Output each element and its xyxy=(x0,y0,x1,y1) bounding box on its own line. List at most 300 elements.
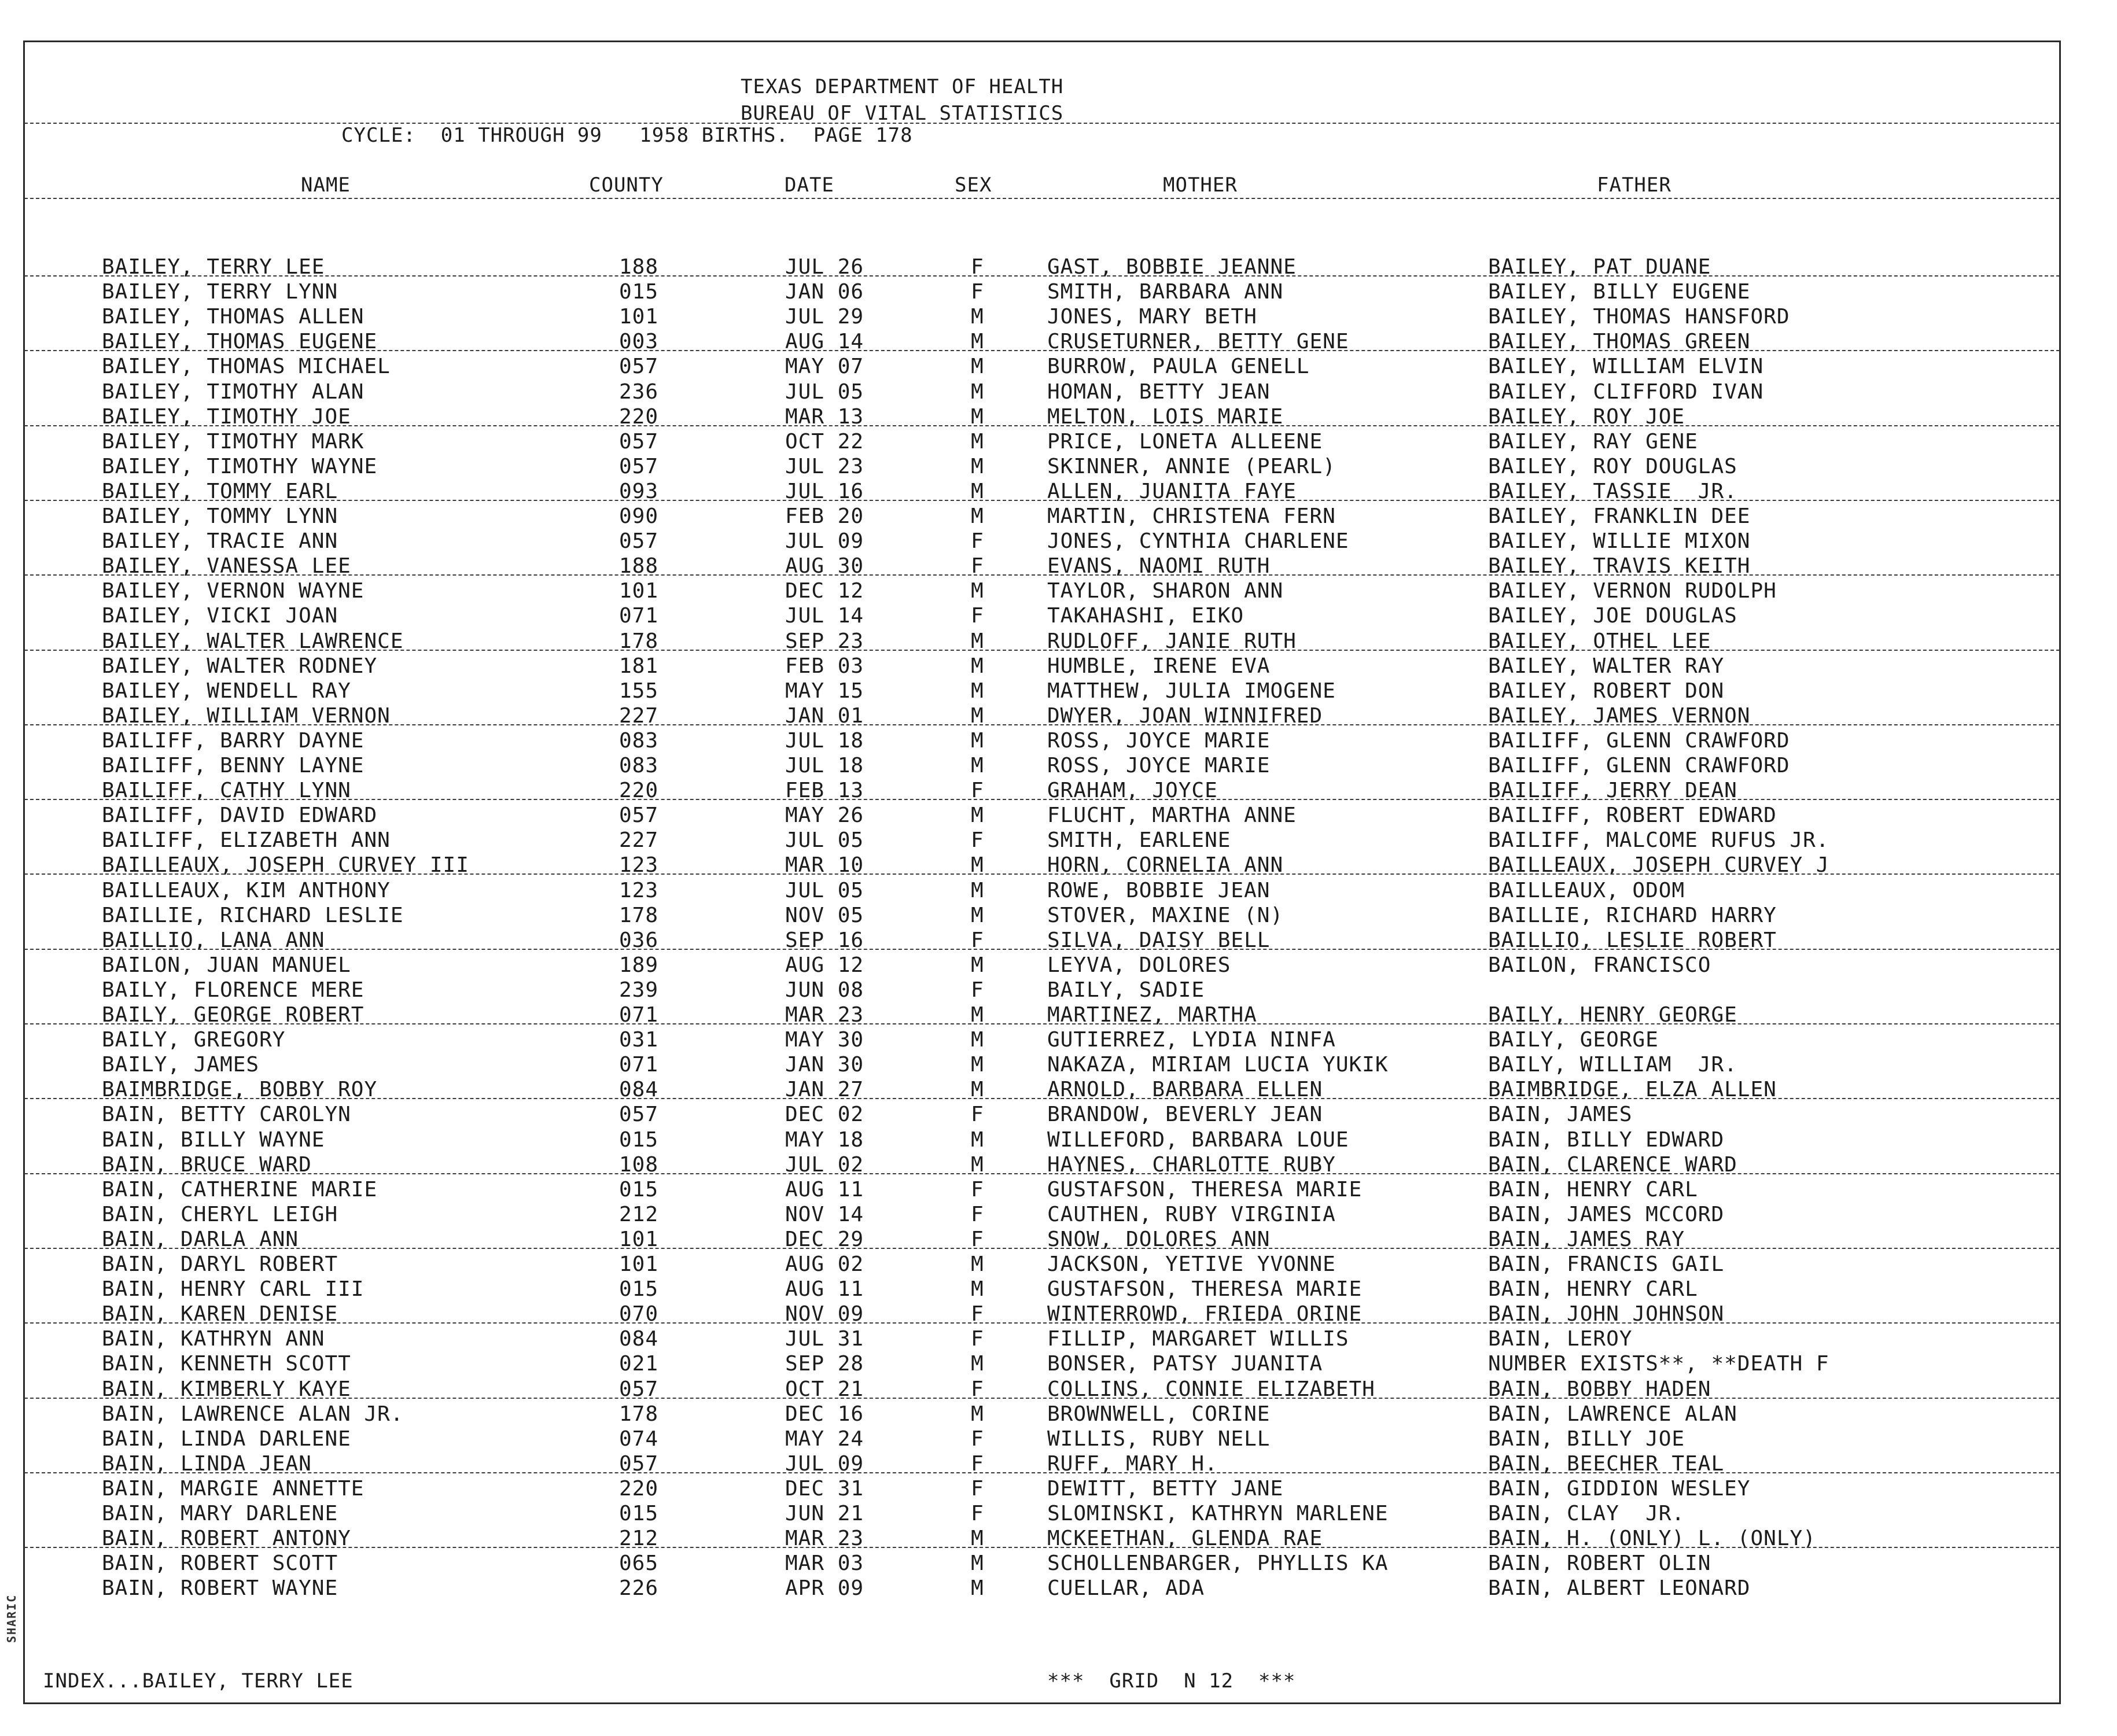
record-father: BAIN, HENRY CARL xyxy=(1488,1178,1698,1201)
record-sex: F xyxy=(971,280,984,304)
record-name: BAIN, KAREN DENISE xyxy=(102,1302,338,1326)
record-mother: WINTERROWD, FRIEDA ORINE xyxy=(1047,1302,1363,1326)
record-date: AUG 02 xyxy=(785,1252,864,1276)
column-header-date: DATE xyxy=(785,174,834,197)
record-date: SEP 28 xyxy=(785,1352,864,1376)
record-mother: ROSS, JOYCE MARIE xyxy=(1047,754,1271,777)
record-father: BAIN, BEECHER TEAL xyxy=(1488,1452,1725,1476)
record-name: BAIN, KIMBERLY KAYE xyxy=(102,1377,351,1401)
table-row xyxy=(0,1302,2117,1326)
record-mother: BURROW, PAULA GENELL xyxy=(1047,355,1310,378)
record-county: 071 xyxy=(619,1053,659,1077)
record-date: NOV 05 xyxy=(785,904,864,927)
record-father: BAILY, WILLIAM JR. xyxy=(1488,1053,1737,1077)
record-father: BAILEY, ROBERT DON xyxy=(1488,679,1725,703)
record-father: BAILEY, THOMAS GREEN xyxy=(1488,330,1751,353)
record-date: NOV 09 xyxy=(785,1302,864,1326)
record-county: 178 xyxy=(619,629,659,653)
record-name: BAIN, BETTY CAROLYN xyxy=(102,1103,351,1126)
record-sex: M xyxy=(971,305,984,329)
record-date: MAY 26 xyxy=(785,804,864,827)
table-row xyxy=(0,1177,2117,1202)
record-date: JAN 27 xyxy=(785,1078,864,1101)
table-row xyxy=(0,778,2117,803)
record-sex: M xyxy=(971,1352,984,1376)
record-mother: ROWE, BOBBIE JEAN xyxy=(1047,879,1271,902)
record-father: BAILEY, JOE DOUGLAS xyxy=(1488,604,1737,628)
record-sex: M xyxy=(971,904,984,927)
record-date: MAY 15 xyxy=(785,679,864,703)
record-sex: F xyxy=(971,1427,984,1451)
record-date: JUL 14 xyxy=(785,604,864,628)
record-father: BAILY, HENRY GEORGE xyxy=(1488,1003,1737,1027)
table-row xyxy=(0,1102,2117,1127)
row-rule xyxy=(24,275,2060,277)
record-sex: M xyxy=(971,405,984,429)
record-father: BAILY, GEORGE xyxy=(1488,1028,1659,1052)
record-name: BAIN, LINDA JEAN xyxy=(102,1452,312,1476)
record-county: 057 xyxy=(619,1103,659,1126)
record-sex: M xyxy=(971,1153,984,1177)
record-sex: F xyxy=(971,1103,984,1126)
record-father: BAIN, JAMES RAY xyxy=(1488,1228,1685,1251)
record-mother: GAST, BOBBIE JEANNE xyxy=(1047,255,1297,279)
record-county: 003 xyxy=(619,330,659,353)
record-father: NUMBER EXISTS**, **DEATH F xyxy=(1488,1352,1829,1376)
record-mother: JONES, CYNTHIA CHARLENE xyxy=(1047,529,1349,553)
record-date: MAR 03 xyxy=(785,1551,864,1575)
record-sex: M xyxy=(971,1028,984,1052)
record-county: 015 xyxy=(619,1128,659,1152)
record-date: DEC 29 xyxy=(785,1228,864,1251)
record-mother: CAUTHEN, RUBY VIRGINIA xyxy=(1047,1203,1336,1226)
table-row xyxy=(0,878,2117,903)
row-rule xyxy=(24,574,2060,576)
record-sex: M xyxy=(971,629,984,653)
record-date: JUL 02 xyxy=(785,1153,864,1177)
record-county: 220 xyxy=(619,779,659,802)
record-name: BAILY, FLORENCE MERE xyxy=(102,978,365,1002)
record-mother: JACKSON, YETIVE YVONNE xyxy=(1047,1252,1336,1276)
record-sex: F xyxy=(971,1477,984,1501)
record-mother: SILVA, DAISY BELL xyxy=(1047,928,1271,952)
record-father: BAIN, CLARENCE WARD xyxy=(1488,1153,1737,1177)
table-row xyxy=(0,429,2117,454)
table-row xyxy=(0,953,2117,978)
record-sex: F xyxy=(971,828,984,852)
record-sex: M xyxy=(971,1527,984,1550)
record-father: BAIN, BOBBY HADEN xyxy=(1488,1377,1711,1401)
record-name: BAIN, BRUCE WARD xyxy=(102,1153,312,1177)
record-county: 188 xyxy=(619,554,659,578)
record-mother: MARTIN, CHRISTENA FERN xyxy=(1047,504,1336,528)
record-mother: MELTON, LOIS MARIE xyxy=(1047,405,1284,429)
record-sex: M xyxy=(971,330,984,353)
record-county: 057 xyxy=(619,804,659,827)
record-date: JUN 08 xyxy=(785,978,864,1002)
record-mother: WILLEFORD, BARBARA LOUE xyxy=(1047,1128,1349,1152)
record-county: 189 xyxy=(619,953,659,977)
record-name: BAILEY, THOMAS EUGENE xyxy=(102,330,378,353)
record-father: BAILEY, RAY GENE xyxy=(1488,430,1698,454)
record-mother: PRICE, LONETA ALLEENE xyxy=(1047,430,1323,454)
row-rule xyxy=(24,350,2060,351)
table-row xyxy=(0,1326,2117,1351)
row-rule xyxy=(24,1322,2060,1324)
table-row xyxy=(0,1077,2117,1102)
column-header-name: NAME xyxy=(301,174,351,197)
record-date: JUL 05 xyxy=(785,879,864,902)
table-row xyxy=(0,454,2117,479)
record-county: 188 xyxy=(619,255,659,279)
record-father: BAIMBRIDGE, ELZA ALLEN xyxy=(1488,1078,1777,1101)
record-father: BAILIFF, ROBERT EDWARD xyxy=(1488,804,1777,827)
record-father: BAILIFF, GLENN CRAWFORD xyxy=(1488,754,1790,777)
record-name: BAILLEAUX, KIM ANTHONY xyxy=(102,879,391,902)
record-sex: M xyxy=(971,1277,984,1301)
record-name: BAILEY, WALTER RODNEY xyxy=(102,654,378,678)
table-row xyxy=(0,828,2117,853)
record-father: BAIN, JOHN JOHNSON xyxy=(1488,1302,1725,1326)
record-county: 071 xyxy=(619,604,659,628)
record-father: BAIN, H. (ONLY) L. (ONLY) xyxy=(1488,1527,1816,1550)
record-father: BAILIFF, MALCOME RUFUS JR. xyxy=(1488,828,1829,852)
record-date: JUL 18 xyxy=(785,729,864,753)
record-father: BAILEY, FRANKLIN DEE xyxy=(1488,504,1751,528)
record-mother: BRANDOW, BEVERLY JEAN xyxy=(1047,1103,1323,1126)
record-father: BAILEY, CLIFFORD IVAN xyxy=(1488,380,1764,404)
table-row xyxy=(0,1027,2117,1052)
record-county: 101 xyxy=(619,1228,659,1251)
table-row xyxy=(0,329,2117,354)
record-name: BAILIFF, BENNY LAYNE xyxy=(102,754,365,777)
record-mother: WILLIS, RUBY NELL xyxy=(1047,1427,1271,1451)
header-subtitle: BUREAU OF VITAL STATISTICS xyxy=(741,102,1064,125)
record-sex: M xyxy=(971,1576,984,1600)
record-name: BAIN, CHERYL LEIGH xyxy=(102,1203,338,1226)
record-mother: LEYVA, DOLORES xyxy=(1047,953,1231,977)
record-name: BAILY, GREGORY xyxy=(102,1028,286,1052)
record-sex: M xyxy=(971,1128,984,1152)
record-date: JAN 30 xyxy=(785,1053,864,1077)
record-date: MAR 13 xyxy=(785,405,864,429)
record-mother: TAYLOR, SHARON ANN xyxy=(1047,579,1284,603)
record-father: BAILEY, PAT DUANE xyxy=(1488,255,1711,279)
record-father: BAILEY, TRAVIS KEITH xyxy=(1488,554,1751,578)
record-father: BAILEY, WALTER RAY xyxy=(1488,654,1725,678)
record-mother: COLLINS, CONNIE ELIZABETH xyxy=(1047,1377,1375,1401)
record-date: DEC 02 xyxy=(785,1103,864,1126)
table-row xyxy=(0,1052,2117,1077)
row-rule xyxy=(24,1098,2060,1099)
record-county: 071 xyxy=(619,1003,659,1027)
record-county: 227 xyxy=(619,828,659,852)
record-father: BAILEY, VERNON RUDOLPH xyxy=(1488,579,1777,603)
record-mother: EVANS, NAOMI RUTH xyxy=(1047,554,1271,578)
record-date: JUL 26 xyxy=(785,255,864,279)
column-header-mother: MOTHER xyxy=(1163,174,1238,197)
record-county: 057 xyxy=(619,355,659,378)
table-row xyxy=(0,1377,2117,1402)
record-father: BAIN, ALBERT LEONARD xyxy=(1488,1576,1751,1600)
table-row xyxy=(0,255,2117,279)
row-rule xyxy=(24,1547,2060,1548)
record-date: FEB 20 xyxy=(785,504,864,528)
record-sex: F xyxy=(971,978,984,1002)
record-date: AUG 12 xyxy=(785,953,864,977)
table-row xyxy=(0,1576,2117,1601)
row-rule xyxy=(24,1398,2060,1399)
record-sex: M xyxy=(971,1078,984,1101)
record-mother: HOMAN, BETTY JEAN xyxy=(1047,380,1271,404)
record-county: 212 xyxy=(619,1203,659,1226)
record-date: MAR 23 xyxy=(785,1527,864,1550)
record-father: BAILIFF, GLENN CRAWFORD xyxy=(1488,729,1790,753)
record-sex: M xyxy=(971,380,984,404)
record-name: BAILEY, VICKI JOAN xyxy=(102,604,338,628)
record-county: 070 xyxy=(619,1302,659,1326)
record-sex: M xyxy=(971,704,984,728)
record-father: BAIN, FRANCIS GAIL xyxy=(1488,1252,1725,1276)
table-row xyxy=(0,1427,2117,1451)
record-father: BAILLEAUX, ODOM xyxy=(1488,879,1685,902)
row-rule xyxy=(24,799,2060,800)
record-name: BAILY, JAMES xyxy=(102,1053,260,1077)
record-name: BAILEY, TIMOTHY JOE xyxy=(102,405,351,429)
table-row xyxy=(0,978,2117,1002)
record-name: BAIN, ROBERT SCOTT xyxy=(102,1551,338,1575)
table-row xyxy=(0,654,2117,679)
record-county: 220 xyxy=(619,1477,659,1501)
record-date: JUL 29 xyxy=(785,305,864,329)
record-sex: F xyxy=(971,928,984,952)
record-name: BAIN, CATHERINE MARIE xyxy=(102,1178,378,1201)
record-sex: F xyxy=(971,255,984,279)
record-name: BAILIFF, DAVID EDWARD xyxy=(102,804,378,827)
record-mother: HORN, CORNELIA ANN xyxy=(1047,853,1284,877)
footer-grid: *** GRID N 12 *** xyxy=(1047,1669,1296,1693)
record-name: BAILEY, WALTER LAWRENCE xyxy=(102,629,404,653)
record-sex: F xyxy=(971,1327,984,1351)
record-father: BAIN, HENRY CARL xyxy=(1488,1277,1698,1301)
record-name: BAIN, DARLA ANN xyxy=(102,1228,299,1251)
record-name: BAIN, KATHRYN ANN xyxy=(102,1327,325,1351)
table-row xyxy=(0,504,2117,529)
table-row xyxy=(0,903,2117,928)
record-father: BAILON, FRANCISCO xyxy=(1488,953,1711,977)
record-sex: M xyxy=(971,1402,984,1426)
record-county: 036 xyxy=(619,928,659,952)
record-sex: F xyxy=(971,1502,984,1525)
record-name: BAILEY, WENDELL RAY xyxy=(102,679,351,703)
record-father: BAILEY, WILLIAM ELVIN xyxy=(1488,355,1764,378)
record-father: BAILLIE, RICHARD HARRY xyxy=(1488,904,1777,927)
record-sex: M xyxy=(971,853,984,877)
record-sex: M xyxy=(971,430,984,454)
record-date: SEP 16 xyxy=(785,928,864,952)
table-row xyxy=(0,928,2117,953)
record-name: BAIN, HENRY CARL III xyxy=(102,1277,365,1301)
record-father: BAILEY, ROY JOE xyxy=(1488,405,1685,429)
table-row xyxy=(0,1476,2117,1501)
table-row xyxy=(0,554,2117,578)
table-row xyxy=(0,703,2117,728)
record-sex: F xyxy=(971,529,984,553)
record-name: BAIMBRIDGE, BOBBY ROY xyxy=(102,1078,378,1101)
record-name: BAIN, KENNETH SCOTT xyxy=(102,1352,351,1376)
row-rule xyxy=(24,1248,2060,1249)
record-sex: F xyxy=(971,1452,984,1476)
table-row xyxy=(0,304,2117,329)
record-date: JUL 31 xyxy=(785,1327,864,1351)
record-name: BAILIFF, ELIZABETH ANN xyxy=(102,828,391,852)
table-row xyxy=(0,1526,2117,1551)
record-county: 155 xyxy=(619,679,659,703)
record-county: 181 xyxy=(619,654,659,678)
record-sex: F xyxy=(971,1302,984,1326)
record-mother: SCHOLLENBARGER, PHYLLIS KA xyxy=(1047,1551,1389,1575)
record-date: JUN 21 xyxy=(785,1502,864,1525)
record-father: BAILEY, ROY DOUGLAS xyxy=(1488,455,1737,478)
column-header-sex: SEX xyxy=(955,174,992,197)
record-sex: F xyxy=(971,1178,984,1201)
record-sex: M xyxy=(971,729,984,753)
record-mother: DEWITT, BETTY JANE xyxy=(1047,1477,1284,1501)
record-mother: MCKEETHAN, GLENDA RAE xyxy=(1047,1527,1323,1550)
record-mother: STOVER, MAXINE (N) xyxy=(1047,904,1284,927)
header-title: TEXAS DEPARTMENT OF HEALTH xyxy=(741,75,1064,98)
record-name: BAILY, GEORGE ROBERT xyxy=(102,1003,365,1027)
table-row xyxy=(0,529,2117,554)
row-rule xyxy=(24,1023,2060,1024)
record-county: 015 xyxy=(619,280,659,304)
record-mother: FLUCHT, MARTHA ANNE xyxy=(1047,804,1297,827)
record-father: BAIN, BILLY JOE xyxy=(1488,1427,1685,1451)
record-mother: ARNOLD, BARBARA ELLEN xyxy=(1047,1078,1323,1101)
record-county: 057 xyxy=(619,1452,659,1476)
record-father: BAIN, CLAY JR. xyxy=(1488,1502,1685,1525)
record-county: 239 xyxy=(619,978,659,1002)
record-mother: SMITH, EARLENE xyxy=(1047,828,1231,852)
record-county: 065 xyxy=(619,1551,659,1575)
row-rule xyxy=(24,425,2060,426)
record-name: BAILON, JUAN MANUEL xyxy=(102,953,351,977)
record-date: MAY 30 xyxy=(785,1028,864,1052)
record-name: BAIN, LINDA DARLENE xyxy=(102,1427,351,1451)
table-row xyxy=(0,1451,2117,1476)
record-county: 101 xyxy=(619,305,659,329)
record-date: OCT 21 xyxy=(785,1377,864,1401)
record-county: 108 xyxy=(619,1153,659,1177)
record-date: DEC 12 xyxy=(785,579,864,603)
record-sex: M xyxy=(971,1053,984,1077)
record-county: 236 xyxy=(619,380,659,404)
record-county: 178 xyxy=(619,1402,659,1426)
record-name: BAILEY, TOMMY EARL xyxy=(102,480,338,503)
record-sex: M xyxy=(971,1252,984,1276)
record-county: 123 xyxy=(619,853,659,877)
record-date: JUL 09 xyxy=(785,1452,864,1476)
record-date: OCT 22 xyxy=(785,430,864,454)
table-row xyxy=(0,728,2117,753)
table-row xyxy=(0,1351,2117,1376)
row-rule xyxy=(24,873,2060,875)
header-cycle: CYCLE: 01 THROUGH 99 1958 BIRTHS. PAGE 178 xyxy=(341,124,913,147)
record-sex: F xyxy=(971,1377,984,1401)
record-name: BAIN, ROBERT WAYNE xyxy=(102,1576,338,1600)
record-name: BAILEY, WILLIAM VERNON xyxy=(102,704,391,728)
record-sex: M xyxy=(971,455,984,478)
record-name: BAILEY, VANESSA LEE xyxy=(102,554,351,578)
record-mother: SMITH, BARBARA ANN xyxy=(1047,280,1284,304)
record-mother: BONSER, PATSY JUANITA xyxy=(1047,1352,1323,1376)
record-date: JUL 18 xyxy=(785,754,864,777)
record-sex: F xyxy=(971,779,984,802)
record-county: 101 xyxy=(619,579,659,603)
record-mother: CUELLAR, ADA xyxy=(1047,1576,1205,1600)
record-name: BAIN, LAWRENCE ALAN JR. xyxy=(102,1402,404,1426)
table-row xyxy=(0,1002,2117,1027)
record-sex: M xyxy=(971,1551,984,1575)
record-name: BAILLEAUX, JOSEPH CURVEY III xyxy=(102,853,469,877)
table-row xyxy=(0,1202,2117,1227)
record-county: 057 xyxy=(619,430,659,454)
record-date: JUL 05 xyxy=(785,828,864,852)
record-date: JUL 23 xyxy=(785,455,864,478)
table-row xyxy=(0,404,2117,429)
record-county: 057 xyxy=(619,1377,659,1401)
record-mother: GUSTAFSON, THERESA MARIE xyxy=(1047,1277,1363,1301)
record-mother: MARTINEZ, MARTHA xyxy=(1047,1003,1257,1027)
record-date: JUL 09 xyxy=(785,529,864,553)
row-rule xyxy=(24,1173,2060,1174)
table-row xyxy=(0,1127,2117,1152)
record-date: MAY 18 xyxy=(785,1128,864,1152)
record-date: MAR 10 xyxy=(785,853,864,877)
record-father: BAIN, JAMES MCCORD xyxy=(1488,1203,1725,1226)
record-sex: F xyxy=(971,1203,984,1226)
record-name: BAILEY, THOMAS ALLEN xyxy=(102,305,365,329)
record-date: JAN 01 xyxy=(785,704,864,728)
record-county: 084 xyxy=(619,1327,659,1351)
record-father: BAIN, GIDDION WESLEY xyxy=(1488,1477,1751,1501)
record-mother: ALLEN, JUANITA FAYE xyxy=(1047,480,1297,503)
record-county: 031 xyxy=(619,1028,659,1052)
table-row xyxy=(0,354,2117,379)
table-row xyxy=(0,379,2117,404)
record-father: BAIN, ROBERT OLIN xyxy=(1488,1551,1711,1575)
record-sex: M xyxy=(971,879,984,902)
footer-index: INDEX...BAILEY, TERRY LEE xyxy=(43,1669,354,1693)
record-name: BAILEY, TIMOTHY ALAN xyxy=(102,380,365,404)
column-header-county: COUNTY xyxy=(589,174,664,197)
record-date: JUL 16 xyxy=(785,480,864,503)
record-county: 093 xyxy=(619,480,659,503)
table-row xyxy=(0,853,2117,878)
record-father: BAIN, LEROY xyxy=(1488,1327,1633,1351)
record-sex: M xyxy=(971,754,984,777)
record-county: 015 xyxy=(619,1277,659,1301)
record-county: 101 xyxy=(619,1252,659,1276)
record-county: 227 xyxy=(619,704,659,728)
record-county: 084 xyxy=(619,1078,659,1101)
record-father: BAILEY, BILLY EUGENE xyxy=(1488,280,1751,304)
record-father: BAILLEAUX, JOSEPH CURVEY J xyxy=(1488,853,1829,877)
record-sex: M xyxy=(971,804,984,827)
record-date: DEC 16 xyxy=(785,1402,864,1426)
record-county: 015 xyxy=(619,1502,659,1525)
row-rule xyxy=(24,949,2060,950)
